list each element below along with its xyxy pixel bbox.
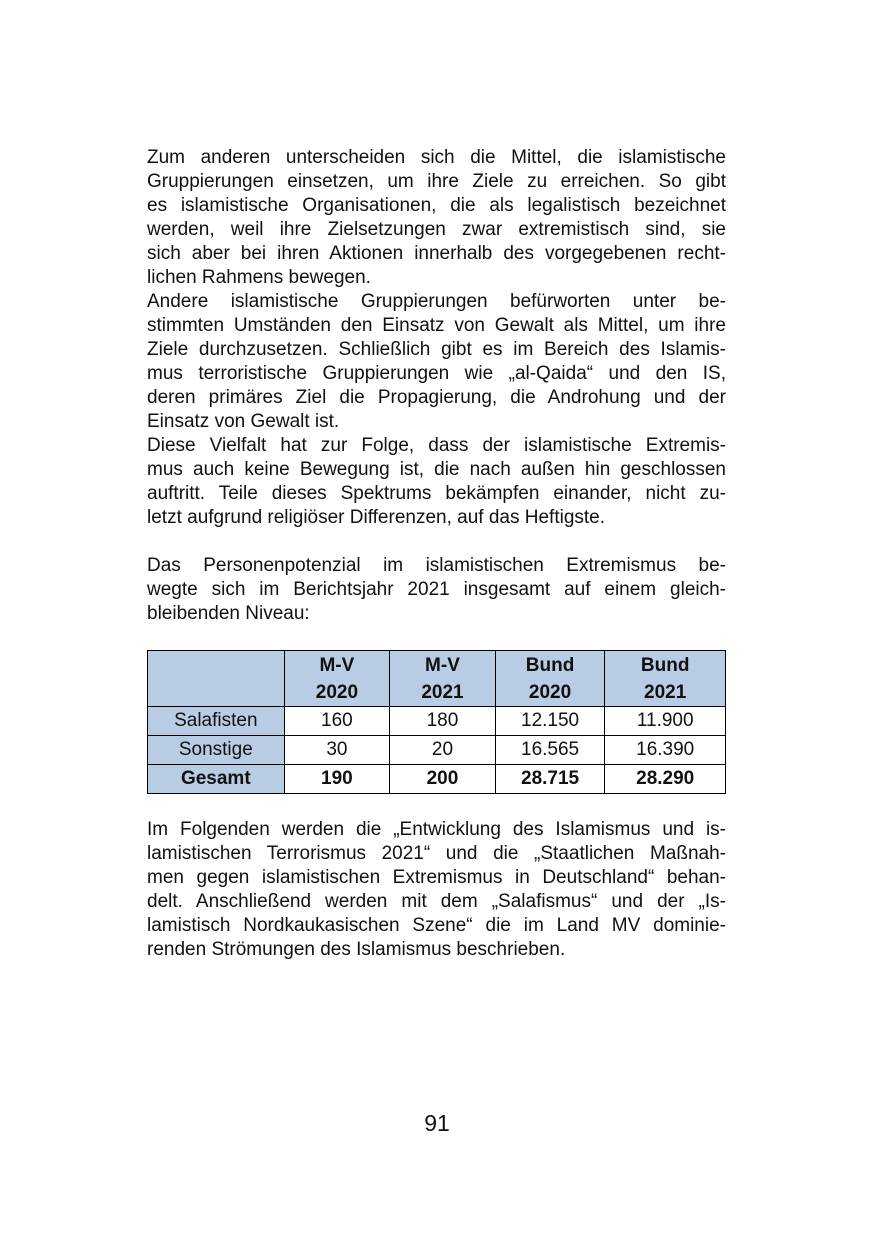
personenpotenzial-table (147, 650, 726, 794)
total-cell: 28.290 (605, 765, 726, 794)
paragraph-violence (147, 290, 726, 434)
table-cell: 16.390 (605, 736, 726, 765)
table-cell: 20 (390, 736, 496, 765)
text-line: lichen Rahmens bewegen. (147, 267, 371, 288)
text-line: Gruppierungen einsetzen, um ihre Ziele zu erreichen. So gibt (147, 171, 726, 192)
header-line: Bund (525, 655, 575, 676)
text-line: Ziele durchzusetzen. Schließlich gibt es im Bereich des Islamis- (147, 339, 726, 360)
text-line: lamistisch Nordkaukasischen Szene“ die im Land MV dominie- (147, 915, 726, 936)
header-cell (605, 651, 726, 707)
text-line: delt. Anschließend werden mit dem „Salafismus“ und der „Is- (147, 891, 726, 912)
paragraph-means (147, 146, 726, 290)
total-label: Gesamt (148, 765, 285, 794)
header-line: M-V (319, 655, 355, 676)
text-line: lamistischen Terrorismus 2021“ und die „Staatlichen Maßnah- (147, 843, 726, 864)
table-cell: 12.150 (495, 707, 605, 736)
text-line: Einsatz von Gewalt ist. (147, 411, 340, 432)
header-line: 2021 (421, 682, 464, 703)
paragraph-outlook (147, 818, 726, 962)
page-number: 91 (424, 1110, 450, 1136)
row-label: Sonstige (148, 736, 285, 765)
table-header-row (148, 651, 726, 707)
text-line: Andere islamistische Gruppierungen befürworten unter be- (147, 291, 726, 312)
paragraph-potential (147, 554, 726, 626)
text-line: Zum anderen unterscheiden sich die Mittel, die islamistische (147, 147, 726, 168)
paragraph-diversity (147, 434, 726, 530)
text-line: es islamistische Organisationen, die als legalistisch bezeichnet (147, 195, 726, 216)
text-line: letzt aufgrund religiöser Differenzen, auf das Heftigste. (147, 507, 606, 528)
text-line: werden, weil ihre Zielsetzungen zwar extremistisch sind, sie (147, 219, 726, 240)
table-total-row (148, 765, 726, 794)
table-cell: 11.900 (605, 707, 726, 736)
header-line: 2021 (644, 682, 687, 703)
paragraph-spacer (147, 530, 726, 554)
text-line: stimmten Umständen den Einsatz von Gewalt als Mittel, um ihre (147, 315, 726, 336)
table-cell: 180 (390, 707, 496, 736)
header-line: 2020 (315, 682, 359, 703)
header-cell (284, 651, 390, 707)
total-cell: 28.715 (495, 765, 605, 794)
text-line: sich aber bei ihren Aktionen innerhalb des vorgegebenen recht- (147, 243, 726, 264)
text-line: auftritt. Teile dieses Spektrums bekämpfen einander, nicht zu- (147, 483, 726, 504)
text-line: bleibenden Niveau: (147, 603, 310, 624)
text-line: Im Folgenden werden die „Entwicklung des Islamismus und is- (147, 819, 726, 840)
text-line: wegte sich im Berichtsjahr 2021 insgesamt auf einem gleich- (147, 579, 726, 600)
table-row (148, 707, 726, 736)
header-cell (495, 651, 605, 707)
total-cell: 200 (390, 765, 496, 794)
text-line: mus terroristische Gruppierungen wie „al-Qaida“ und den IS, (147, 363, 726, 384)
text-line: mus auch keine Bewegung ist, die nach außen hin geschlossen (147, 459, 726, 480)
header-line: 2020 (528, 682, 572, 703)
table-after-spacer (147, 794, 726, 818)
header-cell-empty (148, 651, 285, 707)
text-line: men gegen islamistischen Extremismus in Deutschland“ behan- (147, 867, 726, 888)
header-line: Bund (640, 655, 690, 676)
row-label: Salafisten (148, 707, 285, 736)
total-cell: 190 (284, 765, 390, 794)
table-row (148, 736, 726, 765)
table-cell: 160 (284, 707, 390, 736)
document-page (147, 146, 726, 962)
text-line: Diese Vielfalt hat zur Folge, dass der islamistische Extremis- (147, 435, 726, 456)
table-cell: 30 (284, 736, 390, 765)
header-line: M-V (425, 655, 460, 676)
text-line: deren primäres Ziel die Propagierung, die Androhung und der (147, 387, 726, 408)
header-cell (390, 651, 496, 707)
text-line: renden Strömungen des Islamismus beschrieben. (147, 939, 566, 960)
text-line: Das Personenpotenzial im islamistischen Extremismus be- (147, 555, 726, 576)
table-spacer (147, 626, 726, 650)
table-cell: 16.565 (495, 736, 605, 765)
